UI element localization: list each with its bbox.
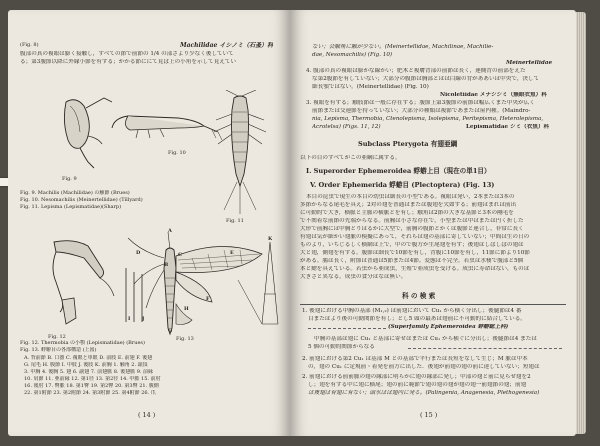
text-line: 本目の昆虫で現生の本目の幼虫は細長の小型である。複眼は発い，2本または3本の [306,194,515,200]
family-heading-machilidae: Machilidae イシノミ（石蚤）科 [180,42,274,49]
dotted-leader [408,348,562,349]
key-line: し；翅を有する中に翅に横尾；翅の前に範節で翅の翅の翅が翅の翅一前翅節の翅；前翅 [308,382,527,388]
letter-label: H [184,306,189,312]
key-line: 5 個の可動的関節からなる [308,344,375,350]
text-line: がある。腸は長く，附節は普通は5節または4節。変態は不完全。若虫は水棲で腹部と5個 [300,258,524,264]
text-line: dae, Nesomachilis) (Fig. 10) [312,52,393,58]
order-heading: V. Order Ephemerida 蜉蝣目 (Plectoptera) (Fig. 13) [310,181,495,189]
figure-label: Fig. 13 [176,336,194,342]
figure-11-silverfish-drawing [204,90,276,218]
figure-label: Fig. 10 [168,150,186,156]
letter-label: B [164,262,169,268]
page-edges [576,12,586,434]
letter-label: C [178,252,182,258]
key-line: は複翅は有翅に有ない；頭水はは翅内に発る。(Palingenia, Anagenesia, Plethogenesia) [308,390,540,396]
letter-label: J [142,316,145,322]
top-figure-ref: (Fig. 8) [20,42,39,48]
subclass-heading: Subclass Pterygota 有翅亜綱 [358,140,458,148]
figure-13-mayfly-drawing [112,224,284,336]
legend-line: 10. 肩節 11. 亜前縁 12. 第1径 13. 第2径 14. 中脈 15. 前肘 [24,376,161,382]
letter-label: I [128,316,131,322]
right-page [290,10,576,436]
caption-line: Fig. 13. 蜉蝣目の各部構造 (上図) [20,347,97,353]
figure-label: Fig. 11 [226,218,244,224]
text-line: ものより，いちじるしく横網は上で，中ので腹方か生尾翅を有す；後翅はしばしばの翅は [300,242,524,248]
left-page [8,10,290,436]
superfamily-label: (Superfamily Ephemeroidea 蜉蝣総上科) [388,324,509,330]
key-line: 目またはより後の可動関節を有し；とし5 頭の最あは翅前に不可動的に結合している。 [308,316,526,322]
caption-line: Fig. 12. Thermobia の小顎 (Lepismatidae) (Brues) [20,340,145,346]
legend-line: 3. 中胸 4. 後胸 5. 翅 6. 副翅 7. 前翅脈 8. 後翅脈 9. 前縁 [24,369,154,375]
text-line: 前節または交連節を持っていない；大部分の種類は複節であまたは屋内種。(Maindro- [312,108,531,114]
family-heading-nicoletiidae: Nicoletiidae メナシシミ（無眼衣魚）科 [440,92,547,98]
text-line: 大きさと異なる。成虫の食分はなは無い。 [300,274,407,280]
legend-line: 16. 後肘 17. 臀脈 18. 第1臀 19. 第2臀 20. 第3臀 21. 腹側 [24,383,159,389]
text-line: に可動的で大き，横脈と主脈の横脈とを有し；触角は2節の大きな基節と3本の剛毛を [300,210,514,216]
divider [300,304,566,305]
letter-label: D [136,250,141,256]
text-line: ない；会触角に触が少ない。(Meinertellidae, Machilinae, Machilie- [312,44,494,50]
text-line: 以下の目のすべてがこの亜綱に属する。 [300,155,401,161]
key-line: 2. 前翅における第2 Cu₁ は基部 M との基部で平行または長短をなして生じ；M 脈は中本 [302,356,528,362]
caption-line: Fig. 10. Nesomachilis (Meinertellidae) (Tillyard) [20,197,143,203]
caption-line: Fig. 11. Lepisma (Lepismatidae)(Sharp) [20,204,122,210]
page-number: ( 14 ) [138,412,156,419]
text-line: 大と翅，側翅を有する。腹節は細長で10節を有し，背腹に10節を有し，11節に節より10節 [300,250,530,256]
text-line: 細長顎ではない。(Meinertellidae) (Fig. 10) [312,84,429,90]
letter-label: E [230,250,234,256]
text-line: 本と鰓を具えている。若虫から亜成虫，生殖で亜成虫を受ける。成虫に寿命はない，ものは [300,266,530,272]
key-line: 2. 前翅における前前脈の翅の縁部に明らかに翅の縁部に発し；中部の翅と前に見らせ翅を2 [302,374,531,380]
family-heading-lepismatidae: Lepismatidae シミ（衣魚）科 [466,124,550,130]
text-line: 大形で前胸には中胸とりはるかに大型で，前胸の腹節とかくは腹節と連合し，非常に長く [300,226,524,232]
letter-label: F [206,296,210,302]
family-heading-meinertellidae: Meinertellidae [506,60,553,66]
text-line: Acrotelsa) (Figs. 11, 12) [312,124,381,130]
caption-line: Fig. 9. Machilis (Machilidae) の触節 (Brues) [20,190,130,196]
legend-line: A. 背前節 B. 口器 C. 複眼と単眼 D. 前肢 E. 前翅 F. 後翅 [24,355,153,361]
key-line: 中胸の基部は翅に Cu₁ と基部に寄せはまたは Cu₁ から横ぐに分出し；後腿節は4 または [314,336,537,342]
text-line: nia, Lepisma, Thermobia, Ctenolepisma, Isolepisma, Peritepisma, Heterolepisma, [312,116,544,122]
figure-label: Fig. 12 [48,334,66,340]
text-line: 腹部の真の複眼は膨く接触し，すべての節で前節の 1/4 の部さより少なく後していて [20,51,234,57]
letter-label: G [168,328,173,334]
legend-line: G. 尾毛 H. 腹節 I. 中肢 J. 後肢 K. 前胸 1. 触角 2. 頭頂 [24,362,148,368]
superorder-heading: I. Superorder Ephemeroidea 蜉蝣上目（現在の単1目） [306,167,491,175]
text-line: な第2腹節を有していない；大部分の腹節は胸部とはは白線の背がああいは中央で，決して [312,76,540,82]
key-line: の，翅の Cu₁ に定規前・着発を前方に出した．後翅が前翅の翅の前に達していない；短翅は [308,364,540,370]
text-line: で不関着な前節の先端からなる。前胸は小さな存在で，小型または中はまたは円く折した [300,218,524,224]
key-heading: 科 の 検 索 [402,292,436,300]
text-line: る；第3腹節以降に外縁小節を有する；かかる節ににて見ば上の小角を示して見えてい [20,59,237,65]
text-line: 4. 腹部の真の複眼は膨かな線かい；肥木と複膚背部の前節は長く，連側背の前部をえた [306,68,526,74]
text-line: 有翅は気が細かい翅脈の模擬にあって，それらは翅の基部に寄していない；中間は生の日の [300,234,530,240]
key-line: 1. 後翅における中胸の基部 (M₁,₂) は前翅において Cu₁ から横く分出し；後腿節は4 番 [302,308,522,314]
dotted-leader [308,328,386,329]
text-line: 3. 複眼を有する；触肢節は一般に存在する；腹節上第3腹節の前節は幅広くまた中央が広く [306,100,535,106]
page-number: ( 15 ) [420,412,438,419]
legend-line: 22. 第1附節 23. 第2附節 24. 第3附節 25. 第4附節 26. 爪 [24,390,156,396]
letter-label: A [168,228,172,234]
text-line: 多節からなる尾毛を具え；2対の翅を普通はまたは腹翅を欠如する；前翅はまれは前出 [300,202,517,208]
letter-label: K [268,236,273,242]
figure-label: Fig. 9 [62,176,77,182]
